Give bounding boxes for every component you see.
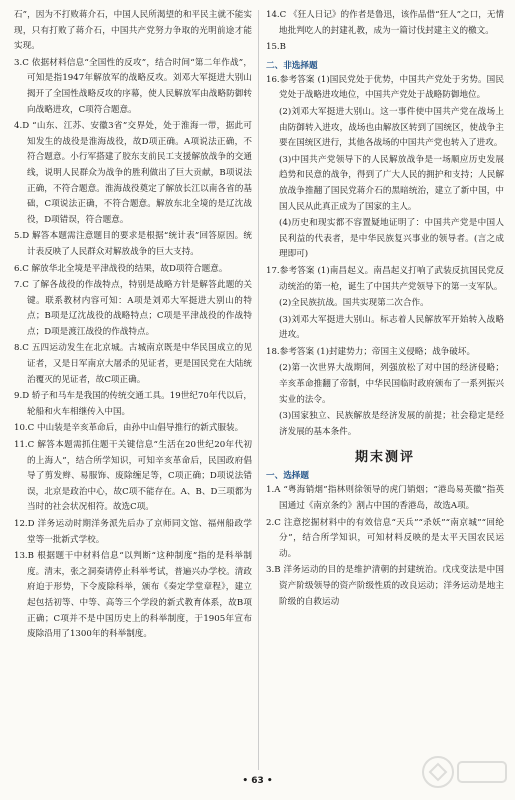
answer-3: 3.C 依据材料信息“全国性的反攻”，结合时间“第二年作战”，可知是指1947年解放军的战略反攻。刘邓大军挺进大别山揭开了全国性战略反攻的序幕，使人民解放军由战略防御转向战略进攻，C项符合题意。 <box>14 57 252 115</box>
answer-17-2: (2)全民族抗战。国共实现第二次合作。 <box>279 298 429 309</box>
answer-11: 11.C 解答本题需抓住题干关键信息“生活在20世纪20年代初的上海人”，结合所学知识，可知辛亥革命后，民国政府倡导了剪发辫、易服饰、废除缠足等，C项正确；D项说法错误，北京是政治中心，故C项不能存在。A、B、D三项都为当时的社会状况相符。故选C项。 <box>14 440 252 513</box>
answer-17-3: (3)刘邓大军挺进大别山。标志着人民解放军开始转入战略进攻。 <box>279 314 504 341</box>
column-divider <box>258 10 259 770</box>
answer-12: 12.D 洋务运动时期洋务派先后办了京师同文馆、福州船政学堂等一批新式学校。 <box>14 519 252 545</box>
answer-4: 4.D “山东、江苏、安徽3省”交界处，处于淮海一带，据此可知发生的战役是淮海战役，故D项正确。A项说法正确，不符合题意。小行军搭建了胶东支前民工支援解放战争的交通线，说明人民群众为战争的胜利做出了巨大贡献，B项说法正确，不符合题意。淮海战役奠定了解放长江以南各省的基础，C项说法正确，不符合题意。解放东北全境的是辽沈战役，D项错误，符合题意。 <box>14 121 252 225</box>
answer-6: 6.C 解放华北全境是平津战役的结果，故D项符合题意。 <box>14 263 228 274</box>
section-title-non-choice: 二、非选择题 <box>266 60 318 71</box>
answer-16-1: 16.参考答案 (1)国民党处于优势，中国共产党处于劣势。国民党处于战略进攻地位，中国共产党处于战略防御地位。 <box>266 74 504 101</box>
final-answer-2: 2.C 注意挖掘材料中的有效信息“天兵”“杀妖”“南京城”“回纶分”，结合所学知识，可知材料反映的是太平天国农民运动。 <box>266 517 504 559</box>
left-column <box>14 8 252 644</box>
answer-17-1: 17.参考答案 (1)南昌起义。南昌起义打响了武装反抗国民党反动统治的第一枪，诞生了中国共产党领导下的第一支军队。 <box>266 265 504 292</box>
answer-16-2: (2)刘邓大军挺进大别山。这一事件使中国共产党在战场上由防御转入进攻，战场也由解放区转到了国统区，使战争主要在国统区进行，其他各战场的中国共产党也转入了进攻。 <box>279 106 504 149</box>
answer-8: 8.C 五四运动发生在北京城。古城南京既是中华民国成立的见证者，又是日军南京大屠杀的见证者，更是国民党在大陆统治覆灭的见证者，故C项正确。 <box>14 343 252 385</box>
answer-18-3: (3)国家独立、民族解放是经济发展的前提；社会稳定是经济发展的基本条件。 <box>279 411 504 437</box>
answer-10: 10.C 中山装是辛亥革命后，由孙中山倡导推行的新式服装。 <box>14 423 244 434</box>
section-title-choice: 一、选择题 <box>266 471 309 482</box>
answer-7: 7.C 了解各战役的作战特点，特别是战略方针是解答此题的关键。联系教材内容可知：A项是刘邓大军挺进大别山的特点；B项是辽沈战役的战略特点；C项是平津战役的作战特点；D项是渡江战役的作战特点。 <box>14 280 252 337</box>
answer-14: 14.C 《狂人日记》的作者是鲁迅，该作品借“狂人”之口，无情地批判吃人的封建礼教，成为一篇讨伐封建主义的檄文。 <box>266 10 505 36</box>
final-answer-3: 3.B 洋务运动的目的是维护清朝的封建统治。戊戌变法是中国资产阶级领导的资产阶级性质的改良运动；洋务运动是地主阶级的自救运动 <box>266 565 504 607</box>
right-column <box>266 8 504 611</box>
page-number: • 63 • <box>242 776 273 786</box>
answer-5: 5.D 解答本题需注意题目的要求是根据“统计表”回答原因。统计表反映了人民群众对解放战争的巨大支持。 <box>14 231 252 257</box>
answer-16-3: (3)中国共产党领导下的人民解放战争是一场顺应历史发展趋势和民意的战争，得到了广大人民的拥护和支持；人民解放战争推翻了国民党蒋介石的黑暗统治，建立了新中国，中国人民从此真正成为了国家的主人。 <box>279 154 504 212</box>
answer-18-1: 18.参考答案 (1)封建势力；帝国主义侵略；战争破坏。 <box>266 346 476 357</box>
answer-13: 13.B 根据题干中材料信息“以判断“这种制度”指的是科举制度。清末，张之洞奏请停止科举考试，普遍兴办学校。清政府迫于形势，下令废除科举，颁布《奏定学堂章程》，建立起包括初等、中等、高等三个学段的新式教育体系，故B项正确；C项并不是中国历史上的科举制度，于1905年宣布废除沿用了1300年的科举制度。 <box>14 551 252 640</box>
final-exam-title: 期末测评 <box>354 450 415 466</box>
final-answer-1: 1.A “粤海销烟”指林则徐领导的虎门销烟；“港岛易英徽”指英国通过《南京条约》割占中国的香港岛，故选A项。 <box>266 485 504 512</box>
answer-9: 9.D 轿子和马车是我国的传统交通工具。19世纪70年代以后，轮船和火车相继传入中国。 <box>14 391 252 417</box>
answer-16-4: (4)历史和现实都不容置疑地证明了：中国共产党是中国人民利益的代表者，是中华民族复兴事业的领导者。(言之成理即可) <box>279 218 504 260</box>
answer-paragraph: 石”，因为不打败蒋介石，中国人民所渴望的和平民主就不能实现，只有打败了蒋介石，中国共产党努力争取的光明前途才能实现。 <box>14 10 252 52</box>
watermark-logo-icon <box>420 752 510 792</box>
answer-18-2: (2)第一次世界大战期间，列强放松了对中国的经济侵略；辛亥革命推翻了帝制，中华民国临时政府颁布了一系列振兴实业的法令。 <box>279 363 504 405</box>
answer-15: 15.B <box>266 42 286 53</box>
